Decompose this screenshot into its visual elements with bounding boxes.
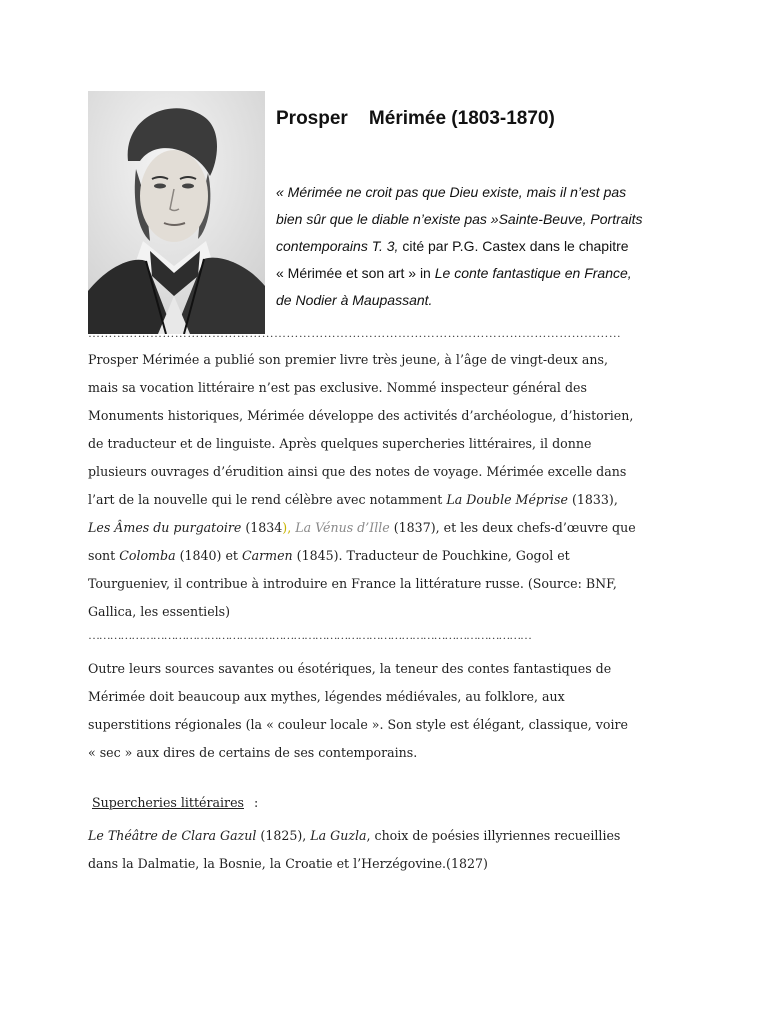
quote-citation: « Mérimée et son art » in bbox=[276, 265, 435, 281]
text-span: ), bbox=[282, 520, 296, 535]
page-title: Prosper Mérimée (1803-1870) bbox=[276, 108, 555, 129]
text-span: sont bbox=[88, 548, 120, 563]
work-title: Le Théâtre de Clara Gazul bbox=[88, 828, 257, 843]
work-title: Les Âmes du purgatoire bbox=[88, 520, 242, 535]
book-title: de Nodier à Maupassant. bbox=[276, 292, 433, 308]
quote-line bbox=[276, 206, 676, 233]
text-line: mais sa vocation littéraire n’est pas exclusive. Nommé inspecteur général des bbox=[88, 380, 587, 395]
text-line: Gallica, les essentiels) bbox=[88, 604, 231, 619]
text-line: Mérimée doit beaucoup aux mythes, légendes médiévales, au folklore, aux bbox=[88, 689, 565, 704]
text-line: Prosper Mérimée a publié son premier livre très jeune, à l’âge de vingt-deux ans, bbox=[88, 352, 608, 367]
text-span: (1825), bbox=[256, 828, 311, 843]
text-span: (1845). Traducteur de Pouchkine, Gogol et bbox=[292, 548, 570, 563]
text-line bbox=[88, 822, 620, 850]
quote-text: « Mérimée ne croit pas que Dieu existe, mais il n’est pas bbox=[276, 184, 627, 200]
text-line: plusieurs ouvrages d’érudition ainsi que des notes de voyage. Mérimée excelle dans bbox=[88, 464, 627, 479]
quote-line bbox=[276, 179, 676, 206]
text-line: de traducteur et de linguiste. Après quelques supercheries littéraires, il donne bbox=[88, 436, 592, 451]
dotted-separator: ………………………………………………………………………………………………………………… bbox=[88, 326, 622, 340]
text-line: Outre leurs sources savantes ou ésotériques, la teneur des contes fantastiques de bbox=[88, 661, 612, 676]
quote-text: bien sûr que le diable n’existe pas » bbox=[276, 211, 499, 227]
work-title: Carmen bbox=[241, 548, 293, 563]
section-heading: Supercheries littéraires bbox=[92, 795, 244, 810]
epigraph-quote bbox=[276, 179, 676, 314]
section-heading-colon: : bbox=[254, 795, 259, 810]
quote-line bbox=[276, 260, 676, 287]
text-span: (1834 bbox=[241, 520, 283, 535]
text-span: (1837), et les deux chefs-d’œuvre que bbox=[389, 520, 636, 535]
quote-citation: cité par P.G. Castex dans le chapitre bbox=[398, 238, 629, 254]
text-line: « sec » aux dires de certains de ses contemporains. bbox=[88, 745, 418, 760]
work-title: La Vénus d’Ille bbox=[295, 520, 390, 535]
text-span: l’art de la nouvelle qui le rend célèbre avec notamment bbox=[88, 492, 447, 507]
text-line bbox=[88, 542, 636, 570]
quote-source: contemporains T. 3, bbox=[276, 238, 399, 254]
text-line bbox=[88, 514, 636, 542]
work-title: La Double Méprise bbox=[446, 492, 568, 507]
text-span: (1840) et bbox=[175, 548, 242, 563]
book-title: Le conte fantastique en France, bbox=[434, 265, 632, 281]
quote-line bbox=[276, 287, 676, 314]
dotted-separator: …………………………………………………………………………………………………………… bbox=[88, 628, 531, 642]
text-line: Monuments historiques, Mérimée développe des activités d’archéologue, d’historien, bbox=[88, 408, 634, 423]
hoaxes-paragraph bbox=[88, 822, 620, 878]
text-line bbox=[88, 486, 636, 514]
text-span: , choix de poésies illyriennes recueillies bbox=[366, 828, 621, 843]
work-title: La Guzla bbox=[310, 828, 367, 843]
biography-paragraph bbox=[88, 346, 636, 626]
text-line: superstitions régionales (la « couleur locale ». Son style est élégant, classique, voire bbox=[88, 717, 628, 732]
work-title: Colomba bbox=[119, 548, 176, 563]
quote-line bbox=[276, 233, 676, 260]
text-line: Tourgueniev, il contribue à introduire en France la littérature russe. (Source: BNF, bbox=[88, 576, 617, 591]
quote-source: Sainte-Beuve, Portraits bbox=[498, 211, 643, 227]
portrait-image bbox=[88, 91, 265, 334]
style-paragraph bbox=[88, 655, 628, 767]
text-line: dans la Dalmatie, la Bosnie, la Croatie et l’Herzégovine.(1827) bbox=[88, 856, 488, 871]
text-span: (1833), bbox=[567, 492, 618, 507]
